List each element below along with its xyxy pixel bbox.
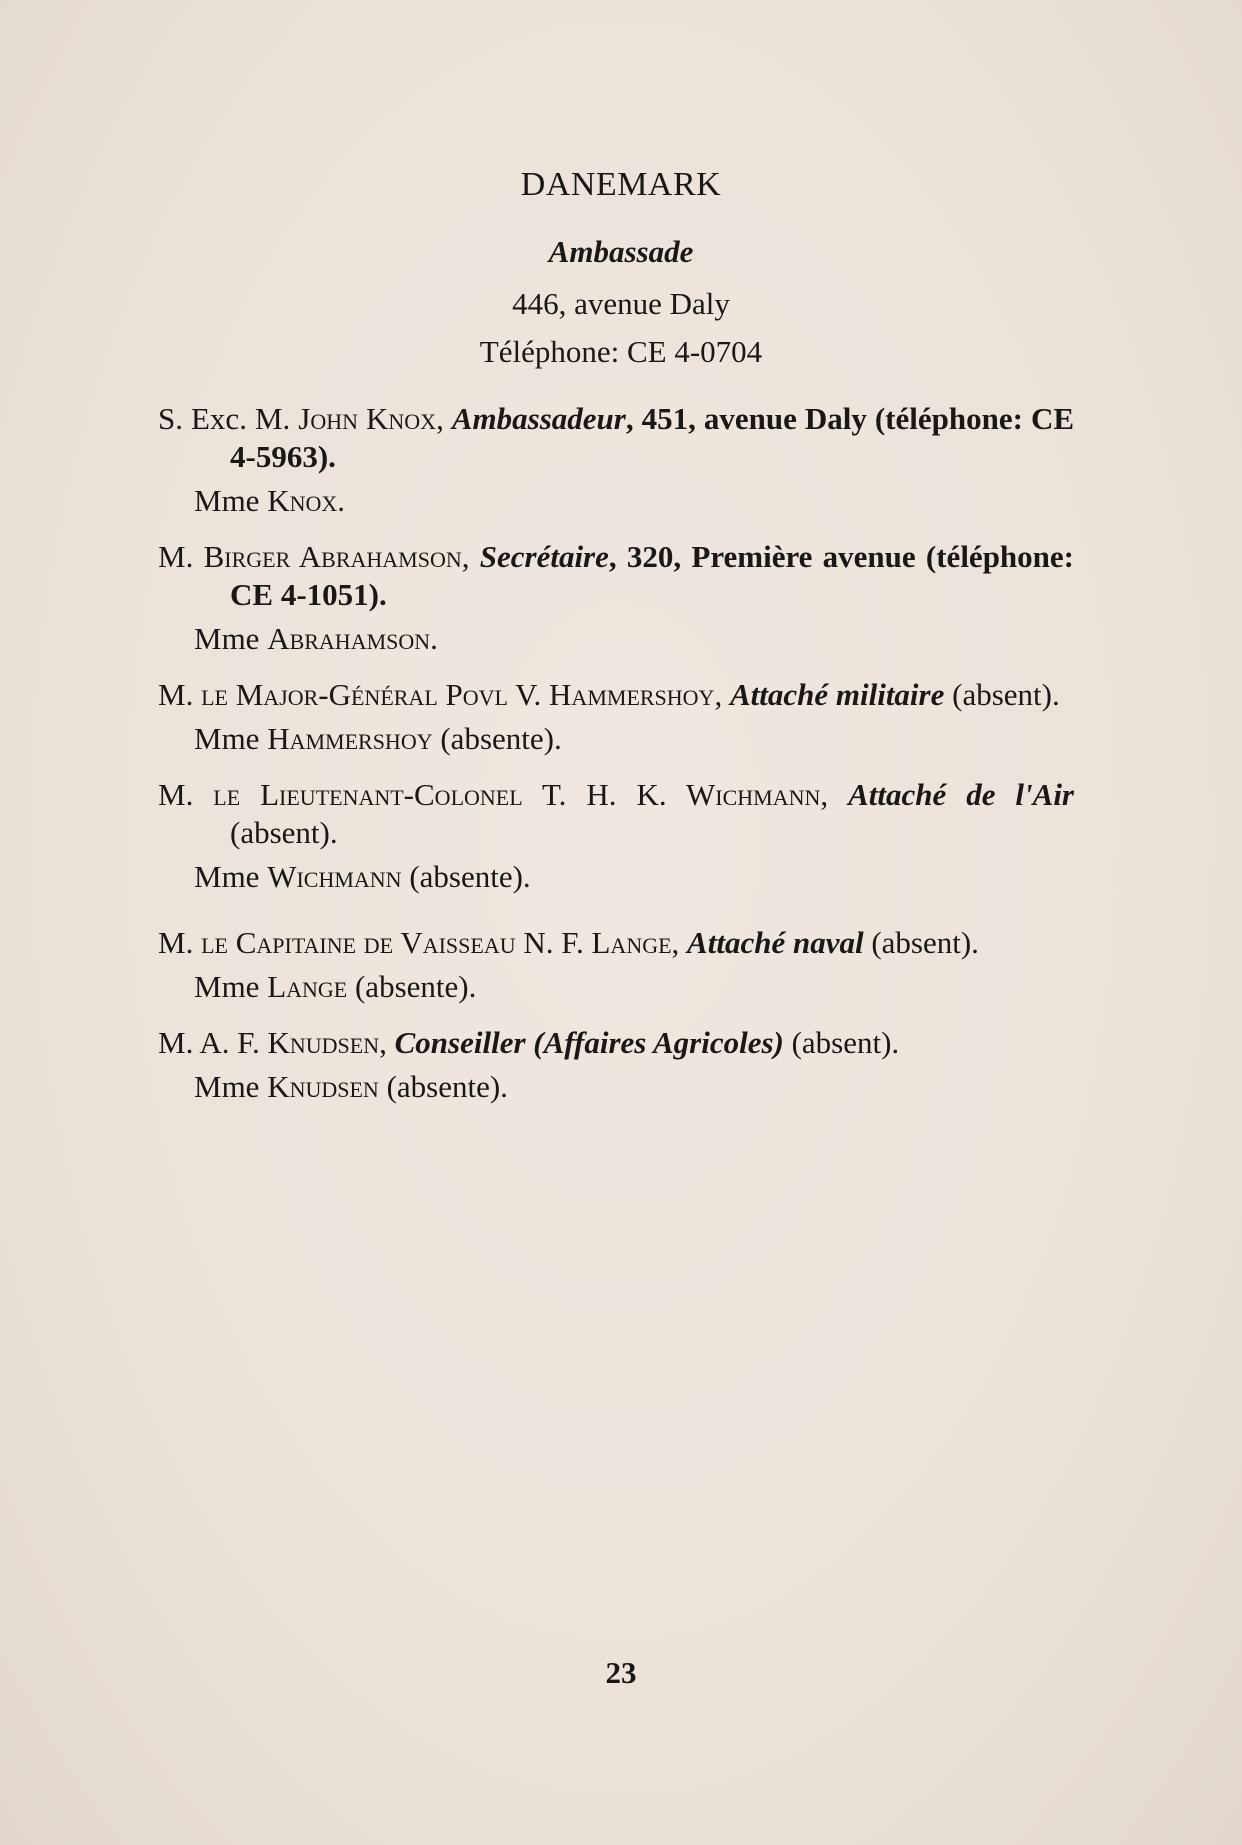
staff-details: (absent). — [783, 1025, 900, 1060]
staff-entry — [158, 676, 1074, 758]
staff-prefix: M. — [158, 539, 204, 574]
spouse-line — [158, 720, 1074, 758]
staff-title: Ambassadeur — [451, 401, 626, 436]
staff-details: (absent). — [944, 677, 1060, 712]
staff-prefix: M. A. F. — [158, 1025, 268, 1060]
spouse-name: Hammershoy — [267, 721, 433, 756]
staff-title: Conseiller (Affaires Agricoles) — [394, 1025, 784, 1060]
staff-entry — [158, 1024, 1074, 1106]
spouse-name: Knudsen — [267, 1069, 379, 1104]
staff-main-line: S. Exc. M. John Knox, Ambassadeur, 451, avenue Daly (téléphone: CE 4-5963). — [158, 401, 1075, 474]
section-subtitle: Ambassade — [548, 234, 694, 269]
staff-name: le Capitaine de Vaisseau N. F. Lange — [201, 925, 672, 960]
staff-name: le Lieutenant-Colonel T. H. K. Wichmann — [213, 777, 821, 812]
country-heading: DANEMARK — [520, 166, 722, 203]
staff-title: Attaché de l'Air — [848, 777, 1074, 812]
spouse-line — [158, 620, 1074, 658]
staff-name: Birger Abrahamson — [203, 539, 462, 574]
spouse-line — [158, 968, 1074, 1006]
spouse-suffix: (absente). — [401, 859, 531, 894]
spouse-line — [158, 858, 1074, 896]
staff-entry — [158, 776, 1074, 896]
staff-prefix: M. — [158, 777, 214, 812]
staff-main-line: M. le Capitaine de Vaisseau N. F. Lange, Attaché naval (absent). — [158, 925, 979, 960]
page-number: 23 — [605, 1655, 637, 1690]
staff-details: , 451, avenue Daly (téléphone: CE 4-5963). — [230, 401, 1075, 474]
staff-entry — [158, 538, 1074, 658]
spouse-prefix: Mme — [194, 621, 268, 656]
spouse-prefix: Mme — [194, 859, 268, 894]
staff-main-line: M. le Major-Général Povl V. Hammershoy, Attaché militaire (absent). — [158, 677, 1060, 712]
spouse-prefix: Mme — [194, 969, 268, 1004]
staff-main-line: M. Birger Abrahamson, Secrétaire, 320, Première avenue (téléphone: CE 4-1051). — [158, 539, 1074, 612]
staff-details: (absent). — [230, 815, 338, 850]
spouse-name: Knox — [267, 483, 338, 518]
spouse-suffix: (absente). — [432, 721, 562, 756]
spouse-name: Lange — [267, 969, 348, 1004]
spouse-prefix: Mme — [194, 483, 268, 518]
staff-title: Attaché naval — [687, 925, 864, 960]
spouse-suffix: . — [430, 621, 438, 656]
spouse-prefix: Mme — [194, 721, 268, 756]
staff-name: le Major-Général Povl V. Hammershoy — [201, 677, 715, 712]
spouse-name: Abrahamson — [267, 621, 431, 656]
embassy-address: 446, avenue Daly — [512, 286, 730, 321]
staff-title: Attaché militaire — [729, 677, 945, 712]
staff-name: Knudsen — [267, 1025, 380, 1060]
staff-prefix: S. Exc. M. — [158, 401, 299, 436]
embassy-telephone: Téléphone: CE 4-0704 — [479, 334, 763, 369]
spouse-suffix: (absente). — [378, 1069, 508, 1104]
staff-entry — [158, 400, 1074, 520]
staff-main-line: M. le Lieutenant-Colonel T. H. K. Wichmann, Attaché de l'Air (absent). — [158, 777, 1074, 850]
staff-details: , 320, Première avenue (téléphone: CE 4-1051). — [230, 539, 1074, 612]
spouse-line — [158, 482, 1074, 520]
staff-details: (absent). — [863, 925, 979, 960]
staff-list — [158, 400, 1074, 1124]
staff-title: Secrétaire — [479, 539, 609, 574]
spouse-suffix: . — [337, 483, 345, 518]
staff-name: John Knox — [298, 401, 437, 436]
staff-main-line: M. A. F. Knudsen, Conseiller (Affaires Agricoles) (absent). — [158, 1025, 900, 1060]
spouse-name: Wichmann — [267, 859, 402, 894]
spouse-suffix: (absente). — [347, 969, 477, 1004]
spouse-prefix: Mme — [194, 1069, 268, 1104]
staff-prefix: M. — [158, 677, 202, 712]
staff-prefix: M. — [158, 925, 202, 960]
staff-entry — [158, 924, 1074, 1006]
spouse-line — [158, 1068, 1074, 1106]
